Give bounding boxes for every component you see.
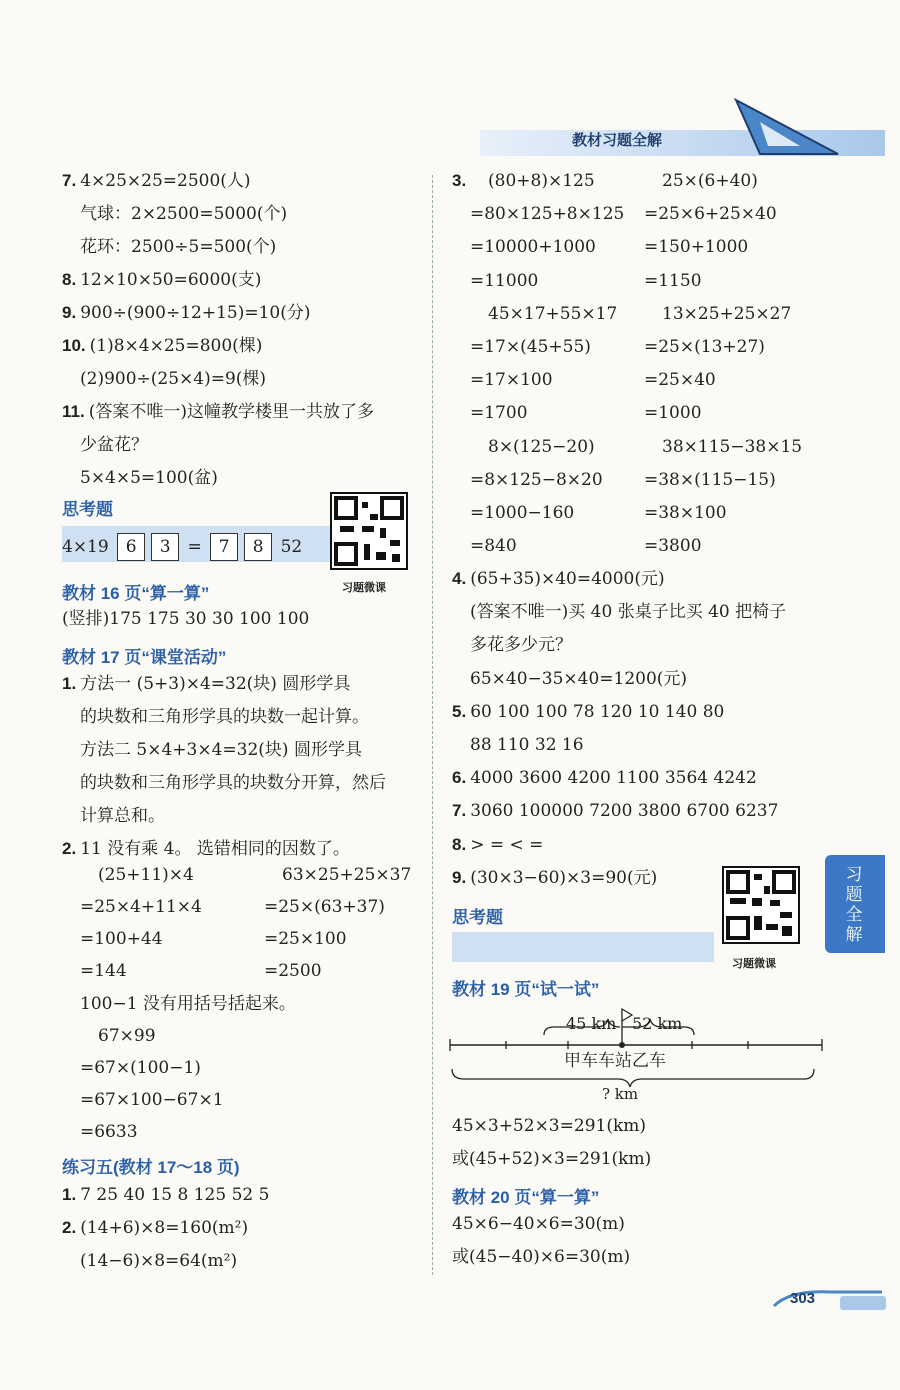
line-text: 或(45+52)×3=291(km) [452, 1149, 652, 1169]
page-header [480, 120, 885, 156]
calc-step [470, 203, 624, 225]
line-text: 少盆花？ [80, 435, 148, 455]
question-number: 4. [452, 569, 467, 588]
answer-line [62, 335, 262, 357]
calc-step [98, 1025, 156, 1047]
calc-step [644, 336, 765, 358]
line-text: =25×100 [264, 929, 347, 949]
calc-step [470, 336, 591, 358]
answer-line [80, 805, 165, 827]
answer-line [80, 467, 218, 489]
line-text: 13×25+25×27 [662, 303, 792, 324]
line-text: 25×(6+40) [662, 171, 758, 191]
line-text: 12×10×50=6000(支) [80, 270, 262, 290]
answer-line [62, 608, 309, 630]
line-text: =38×(115−15) [644, 469, 776, 490]
line-text: 63×25+25×37 [282, 865, 412, 885]
section-title: 教材 20 页“算一算” [452, 1188, 600, 1207]
line-text: (竖排)175 175 30 30 100 100 [62, 609, 310, 629]
line-text: =840 [470, 536, 517, 557]
answer-box: 8 [244, 533, 272, 561]
line-text: 的块数和三角形学具的块数分开算，然后 [80, 773, 386, 793]
header-title: 教材习题全解 [572, 131, 663, 149]
calc-step [644, 203, 777, 225]
triangle-ruler-icon [730, 98, 840, 156]
section-title: 教材 17 页“课堂活动” [62, 648, 227, 667]
line-text: =25×6+25×40 [644, 204, 777, 225]
question-number: 7. [62, 171, 77, 190]
line-text: =3800 [644, 536, 702, 557]
answer-line [452, 1246, 630, 1268]
calc-step [488, 436, 595, 458]
answer-line [80, 236, 276, 258]
line-text: 900÷(900÷12+15)=10(分) [80, 303, 311, 323]
column-divider [432, 175, 433, 1275]
answer-line [62, 269, 261, 291]
answer-line [80, 706, 369, 728]
line-text: =1000 [644, 403, 702, 424]
line-text: > = < = [470, 834, 544, 855]
question-number: 1. [62, 1185, 77, 1204]
calc-step [662, 436, 802, 458]
answer-box: 7 [210, 533, 238, 561]
answer-line [62, 1184, 269, 1206]
calc-step [470, 236, 596, 258]
line-text: =67×100−67×1 [80, 1090, 224, 1110]
line-text: (答案不唯一)这幢教学楼里一共放了多 [88, 402, 374, 422]
line-text: 100−1 没有用括号括起来。 [80, 994, 296, 1014]
line-text: =150+1000 [644, 237, 749, 258]
answer-line [62, 838, 350, 860]
calc-step [644, 402, 702, 424]
question-number: 10. [62, 336, 86, 355]
question-number: 2. [62, 1218, 77, 1237]
line-text: 4×25×25=2500(人) [80, 171, 251, 191]
line-text: 多花多少元？ [470, 635, 572, 656]
section-title: 练习五(教材 17～18 页) [62, 1158, 240, 1177]
answer-line [80, 739, 362, 761]
answer-line [80, 368, 266, 390]
line-text: 8×(125−20) [488, 436, 595, 457]
line-text: =25×(63+37) [264, 897, 385, 917]
answer-line [62, 673, 350, 695]
section-title: 教材 16 页“算一算” [62, 584, 210, 603]
line-text: =1000−160 [470, 503, 575, 523]
answer-line [452, 1213, 625, 1235]
line-text: (25+11)×4 [98, 865, 194, 885]
calc-step [488, 170, 595, 192]
line-text: =25×(13+27) [644, 337, 765, 357]
line-text: (80+8)×125 [488, 171, 595, 191]
line-text: (30×3−60)×3=90(元) [470, 867, 658, 888]
answer-line [62, 1217, 248, 1239]
page-number-badge [770, 1286, 890, 1312]
answer-line [80, 203, 287, 225]
question-number: 7. [452, 801, 467, 821]
question-number: 8. [62, 270, 77, 289]
line-text: 方法二 5×4+3×4=32(块) 圆形学具 [80, 740, 362, 760]
line-text: =38×100 [644, 503, 727, 523]
line-text: =1700 [470, 403, 528, 424]
line-text: (14+6)×8=160(m²) [80, 1218, 249, 1238]
diagram-labels: 甲车车站乙车 [564, 1051, 666, 1071]
line-text: (2)900÷(25×4)=9(棵) [80, 369, 267, 389]
line-text: 45×3+52×3=291(km) [452, 1116, 647, 1136]
line-text: 计算总和。 [80, 806, 165, 826]
question-number: 1. [62, 674, 77, 693]
calc-step [470, 502, 574, 524]
question-number: 8. [452, 834, 467, 854]
calc-step [644, 535, 702, 557]
answer-line [452, 767, 757, 789]
answer-line [62, 302, 310, 324]
line-text: 65×40−35×40=1200(元) [470, 668, 688, 689]
line-text: =1150 [644, 270, 702, 291]
calc-step [80, 960, 127, 982]
question-number: 5. [452, 701, 467, 721]
line-text: =25×40 [644, 370, 716, 391]
question-number: 11. [62, 402, 85, 421]
calc-step [80, 896, 202, 918]
calc-step [644, 236, 748, 258]
calc-step [98, 864, 194, 886]
question-number: 6. [452, 768, 467, 788]
line-text: 3060 100000 7200 3800 6700 6237 [470, 801, 779, 822]
line-text: (1)8×4×25=800(棵) [89, 336, 263, 356]
calc-step [662, 170, 758, 192]
line-text: =144 [80, 961, 127, 981]
answer-line [80, 772, 386, 794]
think-equals: = [187, 537, 202, 557]
line-text: =67×(100−1) [80, 1058, 201, 1078]
line-text: =100+44 [80, 929, 163, 949]
calc-step [470, 270, 538, 292]
think-expression-left [62, 533, 302, 561]
calc-step [662, 303, 791, 325]
line-text: 60 100 100 78 120 10 140 80 [470, 701, 725, 722]
line-text: =25×4+11×4 [80, 897, 202, 917]
line-text: =17×100 [470, 370, 553, 391]
calc-step [470, 469, 603, 491]
answer-line [80, 434, 148, 456]
think-post: 52 [280, 537, 303, 557]
line-text: =11000 [470, 270, 539, 291]
line-text: 气球：2×2500=5000(个) [80, 204, 288, 224]
calc-step [644, 502, 727, 524]
line-text: (65+35)×40=4000(元) [470, 569, 665, 589]
line-text: =10000+1000 [470, 237, 596, 258]
line-text: 45×17+55×17 [488, 303, 618, 324]
qr-pattern-icon [332, 494, 406, 568]
question-number: 3. [452, 171, 467, 190]
think-title-left: 思考题 [62, 500, 113, 519]
qr-code-right[interactable] [722, 866, 800, 944]
calc-step [644, 270, 702, 292]
calc-step [80, 1121, 138, 1143]
answer-line [452, 1148, 651, 1170]
answer-line [452, 701, 724, 723]
line-text: 方法一 (5+3)×4=32(块) 圆形学具 [80, 674, 351, 694]
calc-step [80, 1057, 201, 1079]
line-text: (答案不唯一)买 40 张桌子比买 40 把椅子 [470, 602, 787, 623]
question-number: 9. [62, 303, 77, 322]
answer-line [470, 668, 687, 690]
line-text: (14−6)×8=64(m²) [80, 1251, 238, 1271]
qr-pattern-icon [724, 868, 798, 942]
line-text: 45×6−40×6=30(m) [452, 1214, 625, 1234]
line-text: 的块数和三角形学具的块数一起计算。 [80, 707, 369, 727]
answer-line [470, 601, 786, 623]
line-text: 67×99 [98, 1026, 156, 1046]
calc-step [488, 303, 617, 325]
line-text: 花环：2500÷5=500(个) [80, 237, 277, 257]
think-pre: 4×19 [62, 537, 109, 557]
answer-line [452, 867, 657, 889]
calc-step [264, 896, 385, 918]
calc-step [264, 960, 322, 982]
section-title: 教材 19 页“试一试” [452, 980, 600, 999]
diagram-right-distance: 52 km [632, 1014, 683, 1033]
calc-step [80, 1089, 224, 1111]
calc-step [470, 535, 517, 557]
side-tab-label: 习题全解 [845, 865, 863, 945]
line-text: 4000 3600 4200 1100 3564 4242 [470, 768, 757, 789]
qr-code-left[interactable] [330, 492, 408, 570]
calc-step [282, 864, 411, 886]
answer-line [452, 568, 665, 590]
line-text: 38×115−38×15 [662, 436, 803, 457]
answer-line [470, 734, 584, 756]
line-text: =17×(45+55) [470, 337, 591, 357]
diagram-total: ? km [602, 1085, 639, 1103]
question-number: 2. [62, 839, 77, 858]
calc-step [644, 369, 716, 391]
answer-line [80, 1250, 237, 1272]
answer-line [452, 1115, 646, 1137]
answer-line [452, 834, 543, 856]
line-text: =2500 [264, 961, 322, 981]
line-text: =8×125−8×20 [470, 469, 603, 490]
side-tab[interactable] [825, 855, 885, 953]
line-text: =80×125+8×125 [470, 204, 625, 225]
calc-step [264, 928, 347, 950]
calc-step [80, 928, 163, 950]
think-title-right: 思考题 [452, 908, 503, 927]
qr-label-right: 习题微课 [732, 957, 776, 970]
line-text: 或(45−40)×6=30(m) [452, 1247, 631, 1267]
question-number: 9. [452, 867, 467, 887]
line-text: 5×4×5=100(盆) [80, 468, 218, 488]
line-text: 88 110 32 16 [470, 735, 584, 755]
calc-step [644, 469, 776, 491]
line-text: =6633 [80, 1122, 138, 1142]
answer-line [452, 800, 778, 822]
answer-line [62, 170, 251, 192]
answer-line [470, 634, 572, 656]
answer-box: 3 [151, 533, 179, 561]
question-number-line [452, 170, 470, 192]
line-text: 11 没有乘 4。 选错相同的因数了。 [80, 839, 350, 859]
qr-label-left: 习题微课 [342, 581, 386, 594]
answer-line [80, 993, 296, 1015]
page-number: 303 [790, 1290, 816, 1307]
answer-line [62, 401, 374, 423]
calc-step [470, 402, 528, 424]
diagram-left-distance: 45 km [566, 1014, 617, 1033]
answer-box: 6 [117, 533, 145, 561]
line-text: 7 25 40 15 8 125 52 5 [80, 1185, 270, 1205]
calc-step [470, 369, 553, 391]
think-strip-right [452, 932, 714, 962]
